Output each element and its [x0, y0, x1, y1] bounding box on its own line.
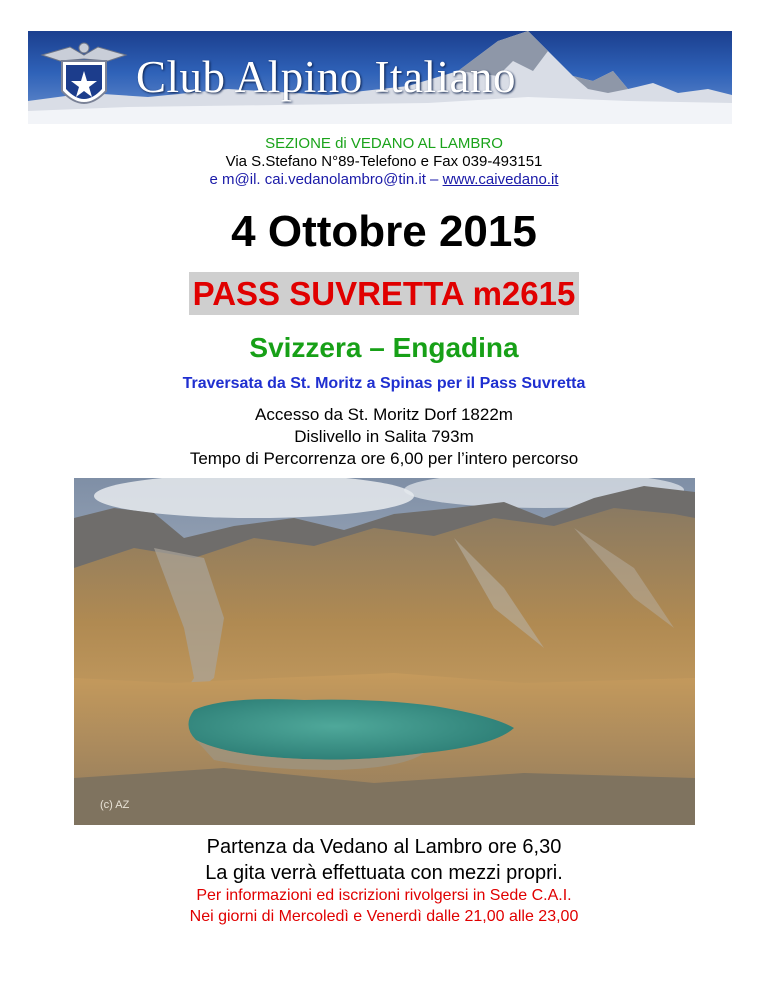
photo-watermark: (c) AZ [100, 799, 130, 811]
transport-info: La gita verrà effettuata con mezzi propri. [205, 862, 563, 884]
office-hours-info: Nei giorni di Mercoledì e Venerdì dalle 21,00 alle 23,00 [189, 908, 579, 925]
route-description: Traversata da St. Moritz a Spinas per il Pass Suvretta [182, 375, 586, 392]
email-text: e m@il. cai.vedanolambro@tin.it – [209, 171, 443, 188]
access-info: Accesso da St. Moritz Dorf 1822m [255, 405, 513, 424]
cai-eagle-emblem-icon [42, 43, 126, 103]
banner-title: Club Alpino Italiano [136, 52, 516, 102]
address-line: Via S.Stefano N°89-Telefono e Fax 039-493151 [225, 153, 543, 170]
website-link[interactable]: www.caivedano.it [442, 171, 559, 188]
email-line [0, 171, 768, 188]
mountain-lake-photo [74, 478, 695, 825]
registration-info: Per informazioni ed iscrizioni rivolgersi in Sede C.A.I. [196, 887, 572, 904]
region-heading: Svizzera – Engadina [249, 332, 519, 363]
elevation-gain-info: Dislivello in Salita 793m [294, 427, 474, 446]
cai-banner [28, 31, 732, 124]
departure-info: Partenza da Vedano al Lambro ore 6,30 [206, 836, 562, 858]
pass-title: PASS SUVRETTA m2615 [189, 272, 580, 315]
event-date: 4 Ottobre 2015 [231, 207, 537, 256]
sezione-heading: SEZIONE di VEDANO AL LAMBRO [265, 135, 503, 152]
pass-title-row [0, 272, 768, 315]
duration-info: Tempo di Percorrenza ore 6,00 per l’intero percorso [189, 449, 579, 468]
